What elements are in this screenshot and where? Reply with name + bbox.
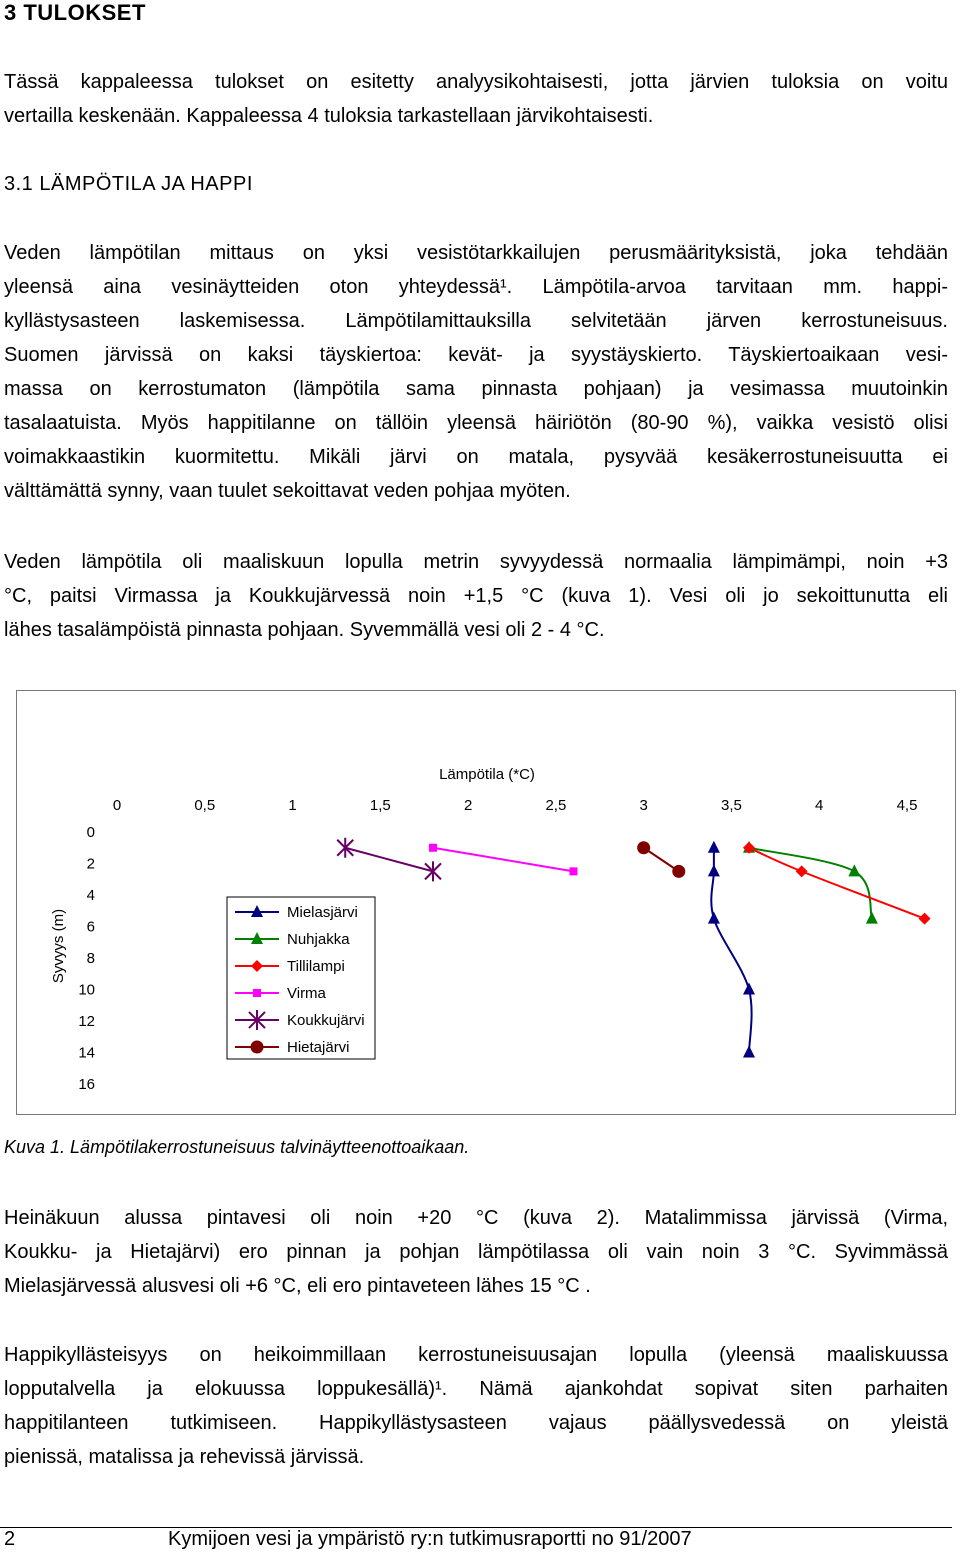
legend-label: Virma <box>287 985 326 1002</box>
x-tick-label: 3 <box>639 797 648 814</box>
paragraph-4 <box>4 1338 948 1474</box>
paragraph-line: yleensä aina vesinäytteiden oton yhteydessä¹. Lämpötila-arvoa tarvitaan mm. happi- <box>4 276 948 298</box>
x-tick-label: 4 <box>815 797 824 814</box>
paragraph-3 <box>4 1201 948 1303</box>
footer-text: Kymijoen vesi ja ympäristö ry:n tutkimusraportti no 91/2007 <box>168 1528 692 1550</box>
paragraph-line: Suomen järvissä on kaksi täyskiertoa: kevät- ja syystäyskierto. Täyskiertoaikaan vesi- <box>4 344 948 366</box>
data-point <box>672 865 685 878</box>
y-axis-label: Syvyys (m) <box>50 908 67 984</box>
paragraph-1 <box>4 236 948 508</box>
x-tick-label: 0,5 <box>194 797 216 814</box>
series-line <box>433 848 573 872</box>
data-point <box>796 865 808 877</box>
data-point <box>743 1046 755 1058</box>
legend-label: Mielasjärvi <box>287 904 358 921</box>
y-tick-label: 10 <box>78 981 95 999</box>
series-line <box>711 848 751 1053</box>
paragraph-line: tasalaatuista. Myös happitilanne on tällöin yleensä häiriötön (80-90 %), vaikka vesistö olisi <box>4 412 948 434</box>
data-point <box>866 912 878 924</box>
legend-label: Koukkujärvi <box>287 1012 365 1029</box>
data-point <box>429 844 437 852</box>
y-tick-label: 16 <box>78 1076 95 1093</box>
data-point <box>637 841 650 854</box>
paragraph-line: happitilanteen tutkimiseen. Happikyllästysasteen vajaus päällysvedessä on yleistä <box>4 1412 948 1434</box>
paragraph-line: lähes tasalämpöistä pinnasta pohjaan. Syvemmällä vesi oli 2 - 4 °C. <box>4 619 605 641</box>
paragraph-line: °C, paitsi Virmassa ja Koukkujärvessä noin +1,5 °C (kuva 1). Vesi oli jo sekoittunutta eli <box>4 585 948 607</box>
x-tick-label: 1,5 <box>369 797 391 814</box>
y-tick-label: 8 <box>86 950 95 967</box>
legend-marker <box>253 989 261 997</box>
intro-line: vertailla keskenään. Kappaleessa 4 tuloksia tarkastellaan järvikohtaisesti. <box>4 105 654 127</box>
data-point <box>708 841 720 853</box>
y-tick-label: 12 <box>78 1013 95 1030</box>
legend-marker <box>251 1041 264 1054</box>
intro-paragraph <box>4 65 948 133</box>
data-point <box>425 861 441 881</box>
section-heading: 3.1 LÄMPÖTILA JA HAPPI <box>4 173 253 195</box>
legend-label: Nuhjakka <box>287 931 350 948</box>
paragraph-line: Heinäkuun alussa pintavesi oli noin +20 °C (kuva 2). Matalimmissa järvissä (Virma, <box>4 1207 948 1229</box>
x-tick-label: 2,5 <box>545 797 567 814</box>
x-tick-label: 3,5 <box>721 797 742 814</box>
paragraph-line: massa on kerrostumaton (lämpötila sama pinnasta pohjaan) ja vesimassa muutoinkin <box>4 378 948 400</box>
paragraph-line: Veden lämpötila oli maaliskuun lopulla metrin syvyydessä normaalia lämpimämpi, noin +3 <box>4 551 948 573</box>
x-tick-label: 4,5 <box>896 797 918 814</box>
x-tick-label: 2 <box>463 797 473 814</box>
figure-caption: Kuva 1. Lämpötilakerrostuneisuus talvinäytteenottoaikaan. <box>4 1137 470 1157</box>
paragraph-line: Happikyllästeisyys on heikoimmillaan kerrostuneisuusajan lopulla (yleensä maaliskuussa <box>4 1344 948 1366</box>
series-line <box>749 848 872 919</box>
legend-label: Tillilampi <box>287 958 345 975</box>
x-tick-label: 1 <box>288 797 297 814</box>
legend-label: Hietajärvi <box>287 1039 350 1056</box>
data-point <box>708 912 720 924</box>
chart-legend <box>227 897 375 1059</box>
y-tick-label: 14 <box>78 1044 95 1062</box>
paragraph-line: Mielasjärvessä alusvesi oli +6 °C, eli ero pintaveteen lähes 15 °C . <box>4 1275 591 1297</box>
chapter-heading: 3 TULOKSET <box>4 0 146 25</box>
page-number: 2 <box>4 1528 16 1550</box>
chart-svg <box>17 691 955 1114</box>
paragraph-line: Koukku- ja Hietajärvi) ero pinnan ja pohjan lämpötilassa oli vain noin 3 °C. Syvimmässä <box>4 1241 948 1263</box>
data-point <box>337 838 353 858</box>
paragraph-line: välttämättä synny, vaan tuulet sekoittavat veden pohjaa myöten. <box>4 480 571 502</box>
y-tick-label: 6 <box>86 918 95 936</box>
temperature-chart <box>16 690 956 1115</box>
data-point <box>708 864 720 876</box>
x-tick-label: 0 <box>112 797 122 814</box>
intro-line: Tässä kappaleessa tulokset on esitetty analyysikohtaisesti, jotta järvien tuloksia on voitu <box>4 71 948 93</box>
paragraph-2 <box>4 545 948 647</box>
data-point <box>743 983 755 995</box>
paragraph-line: pienissä, matalissa ja rehevissä järvissä. <box>4 1446 365 1468</box>
paragraph-line: kyllästysasteen laskemisessa. Lämpötilamittauksilla selvitetään järven kerrostuneisuus. <box>4 310 948 332</box>
chart-title: Lämpötila (*C) <box>439 766 535 783</box>
y-tick-label: 4 <box>86 887 95 904</box>
data-point <box>569 867 577 875</box>
paragraph-line: voimakkaastikin kuormitettu. Mikäli järvi on matala, pysyvää kesäkerrostuneisuutta ei <box>4 446 948 468</box>
data-point <box>919 913 931 925</box>
data-point <box>848 864 860 876</box>
paragraph-line: Veden lämpötilan mittaus on yksi vesistötarkkailujen perusmäärityksistä, joka tehdään <box>4 242 948 264</box>
series-line <box>345 848 433 872</box>
series-line <box>749 848 925 919</box>
y-tick-label: 0 <box>86 824 95 841</box>
paragraph-line: lopputalvella ja elokuussa loppukesällä)¹. Nämä ajankohdat sopivat siten parhaiten <box>4 1378 948 1400</box>
y-tick-label: 2 <box>86 855 95 873</box>
